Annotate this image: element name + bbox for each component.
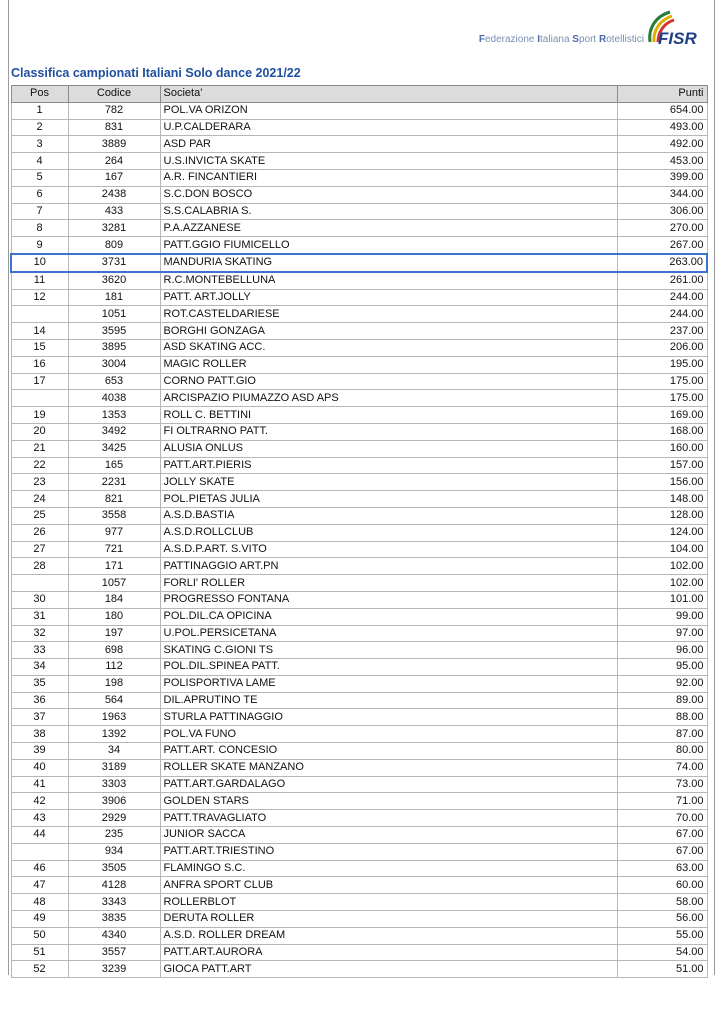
cell-pos: 41 [11,776,68,793]
cell-punti: 261.00 [617,272,707,289]
cell-pos: 46 [11,860,68,877]
cell-pos: 39 [11,743,68,760]
cell-pos: 52 [11,961,68,978]
table-row [11,944,707,961]
federation-initial: I [537,34,541,45]
cell-pos: 4 [11,153,68,170]
cell-societa: GIOCA PATT.ART [160,961,617,978]
cell-punti: 54.00 [617,944,707,961]
cell-punti: 169.00 [617,407,707,424]
cell-codice: 181 [68,289,160,306]
cell-societa: POL.DIL.SPINEA PATT. [160,659,617,676]
cell-pos: 42 [11,793,68,810]
cell-codice: 1353 [68,407,160,424]
cell-codice: 197 [68,625,160,642]
federation-word-rest: ederazione [484,34,538,45]
cell-pos: 17 [11,373,68,390]
cell-codice: 433 [68,203,160,220]
cell-punti: 99.00 [617,608,707,625]
cell-codice: 1051 [68,306,160,323]
cell-societa: ROT.CASTELDARIESE [160,306,617,323]
table-row [11,136,707,153]
cell-societa: S.S.CALABRIA S. [160,203,617,220]
cell-pos: 21 [11,440,68,457]
cell-societa: A.R. FINCANTIERI [160,169,617,186]
cell-societa: A.S.D.BASTIA [160,507,617,524]
cell-punti: 195.00 [617,356,707,373]
cell-societa: PATT.TRAVAGLIATO [160,810,617,827]
cell-codice: 3558 [68,507,160,524]
cell-societa: A.S.D.P.ART. S.VITO [160,541,617,558]
table-row [11,810,707,827]
federation-word [479,34,537,45]
cell-pos [11,306,68,323]
cell-pos: 48 [11,894,68,911]
cell-pos: 12 [11,289,68,306]
cell-codice: 264 [68,153,160,170]
cell-punti: 60.00 [617,877,707,894]
cell-pos: 22 [11,457,68,474]
cell-codice: 171 [68,558,160,575]
table-row [11,860,707,877]
cell-punti: 244.00 [617,289,707,306]
cell-codice: 3492 [68,423,160,440]
table-row [11,323,707,340]
cell-pos: 37 [11,709,68,726]
cell-societa: PROGRESSO FONTANA [160,591,617,608]
cell-punti: 67.00 [617,843,707,860]
cell-codice: 821 [68,491,160,508]
table-row [11,272,707,289]
cell-societa: U.S.INVICTA SKATE [160,153,617,170]
cell-societa: ALUSIA ONLUS [160,440,617,457]
cell-punti: 168.00 [617,423,707,440]
cell-codice: 977 [68,524,160,541]
cell-societa: DIL.APRUTINO TE [160,692,617,709]
cell-punti: 101.00 [617,591,707,608]
cell-punti: 89.00 [617,692,707,709]
cell-codice: 3343 [68,894,160,911]
cell-societa: FLAMINGO S.C. [160,860,617,877]
cell-pos: 19 [11,407,68,424]
cell-pos: 49 [11,911,68,928]
cell-codice: 184 [68,591,160,608]
cell-punti: 492.00 [617,136,707,153]
cell-codice: 3835 [68,911,160,928]
table-row [11,457,707,474]
table-body [11,102,707,977]
cell-pos: 5 [11,169,68,186]
table-row [11,339,707,356]
table-row [11,961,707,978]
federation-initial: S [572,34,579,45]
table-row [11,491,707,508]
cell-codice: 165 [68,457,160,474]
cell-societa: P.A.AZZANESE [160,220,617,237]
cell-pos: 11 [11,272,68,289]
cell-punti: 80.00 [617,743,707,760]
cell-pos [11,575,68,592]
cell-punti: 87.00 [617,726,707,743]
federation-word [599,34,644,45]
cell-societa: MAGIC ROLLER [160,356,617,373]
cell-codice: 653 [68,373,160,390]
table-row [11,474,707,491]
cell-societa: PATTINAGGIO ART.PN [160,558,617,575]
cell-pos: 38 [11,726,68,743]
cell-codice: 831 [68,119,160,136]
cell-societa: R.C.MONTEBELLUNA [160,272,617,289]
cell-punti: 67.00 [617,827,707,844]
cell-punti: 97.00 [617,625,707,642]
table-row [11,575,707,592]
table-row [11,237,707,254]
table-row [11,541,707,558]
table-row [11,675,707,692]
cell-pos: 30 [11,591,68,608]
cell-societa: FI OLTRARNO PATT. [160,423,617,440]
cell-punti: 51.00 [617,961,707,978]
table-row [11,220,707,237]
cell-societa: POL.VA FUNO [160,726,617,743]
cell-pos: 32 [11,625,68,642]
table-row [11,254,707,272]
cell-punti: 92.00 [617,675,707,692]
cell-codice: 3557 [68,944,160,961]
cell-codice: 198 [68,675,160,692]
table-row [11,153,707,170]
federation-name [479,34,644,45]
table-row [11,407,707,424]
table-row [11,759,707,776]
table-row [11,894,707,911]
cell-pos: 51 [11,944,68,961]
cell-societa: U.POL.PERSICETANA [160,625,617,642]
cell-societa: ASD SKATING ACC. [160,339,617,356]
table-header-row [11,86,707,103]
cell-societa: PATT.ART. CONCESIO [160,743,617,760]
cell-codice: 934 [68,843,160,860]
cell-societa: JUNIOR SACCA [160,827,617,844]
cell-punti: 58.00 [617,894,707,911]
table-row [11,927,707,944]
cell-codice: 782 [68,102,160,119]
cell-pos: 28 [11,558,68,575]
table-row [11,642,707,659]
cell-punti: 88.00 [617,709,707,726]
cell-codice: 34 [68,743,160,760]
table-row [11,843,707,860]
cell-codice: 3595 [68,323,160,340]
table-row [11,776,707,793]
cell-punti: 493.00 [617,119,707,136]
table-row [11,659,707,676]
cell-codice: 3505 [68,860,160,877]
cell-punti: 156.00 [617,474,707,491]
cell-codice: 564 [68,692,160,709]
table-row [11,877,707,894]
cell-codice: 3731 [68,254,160,272]
table-row [11,169,707,186]
table-row [11,306,707,323]
cell-pos: 44 [11,827,68,844]
cell-societa: JOLLY SKATE [160,474,617,491]
cell-codice: 3303 [68,776,160,793]
table-row [11,289,707,306]
table-row [11,558,707,575]
cell-societa: PATT.ART.AURORA [160,944,617,961]
cell-codice: 4038 [68,390,160,407]
cell-punti: 70.00 [617,810,707,827]
cell-pos: 23 [11,474,68,491]
cell-societa: A.S.D.ROLLCLUB [160,524,617,541]
cell-punti: 160.00 [617,440,707,457]
table-row [11,119,707,136]
cell-pos: 2 [11,119,68,136]
cell-codice: 1963 [68,709,160,726]
cell-societa: ROLLER SKATE MANZANO [160,759,617,776]
cell-pos: 1 [11,102,68,119]
cell-punti: 95.00 [617,659,707,676]
federation-word-rest: taliana [540,34,573,45]
table-row [11,608,707,625]
cell-societa: DERUTA ROLLER [160,911,617,928]
cell-pos: 14 [11,323,68,340]
cell-codice: 698 [68,642,160,659]
cell-societa: FORLI' ROLLER [160,575,617,592]
cell-pos: 43 [11,810,68,827]
federation-initial: F [478,34,485,45]
table-row [11,102,707,119]
cell-societa: POL.DIL.CA OPICINA [160,608,617,625]
cell-punti: 263.00 [617,254,707,272]
cell-societa: MANDURIA SKATING [160,254,617,272]
cell-codice: 2929 [68,810,160,827]
cell-punti: 128.00 [617,507,707,524]
table-row [11,591,707,608]
federation-word-rest: port [578,34,599,45]
cell-codice: 3189 [68,759,160,776]
cell-codice: 1392 [68,726,160,743]
cell-pos: 40 [11,759,68,776]
cell-societa: PATT. ART.JOLLY [160,289,617,306]
table-row [11,373,707,390]
cell-societa: A.S.D. ROLLER DREAM [160,927,617,944]
table-row [11,827,707,844]
cell-punti: 71.00 [617,793,707,810]
cell-societa: U.P.CALDERARA [160,119,617,136]
cell-codice: 167 [68,169,160,186]
cell-punti: 74.00 [617,759,707,776]
cell-codice: 2231 [68,474,160,491]
cell-punti: 157.00 [617,457,707,474]
cell-punti: 175.00 [617,390,707,407]
cell-societa: CORNO PATT.GIO [160,373,617,390]
cell-societa: PATT.ART.TRIESTINO [160,843,617,860]
cell-pos: 31 [11,608,68,625]
cell-punti: 102.00 [617,558,707,575]
cell-punti: 453.00 [617,153,707,170]
cell-punti: 104.00 [617,541,707,558]
cell-codice: 2438 [68,186,160,203]
federation-word [537,34,572,45]
cell-codice: 809 [68,237,160,254]
cell-pos [11,843,68,860]
cell-pos: 15 [11,339,68,356]
column-header-punti: Punti [617,86,707,103]
table-row [11,692,707,709]
cell-societa: STURLA PATTINAGGIO [160,709,617,726]
cell-codice: 3239 [68,961,160,978]
cell-pos: 26 [11,524,68,541]
table-row [11,625,707,642]
table-row [11,356,707,373]
cell-pos: 24 [11,491,68,508]
cell-pos [11,390,68,407]
cell-codice: 3425 [68,440,160,457]
cell-pos: 3 [11,136,68,153]
cell-pos: 27 [11,541,68,558]
page-title: Classifica campionati Italiani Solo dance 2021/22 [11,66,301,80]
cell-societa: PATT.ART.PIERIS [160,457,617,474]
cell-societa: POLISPORTIVA LAME [160,675,617,692]
cell-punti: 124.00 [617,524,707,541]
cell-codice: 3281 [68,220,160,237]
cell-punti: 237.00 [617,323,707,340]
cell-punti: 63.00 [617,860,707,877]
cell-societa: PATT.ART.GARDALAGO [160,776,617,793]
cell-punti: 270.00 [617,220,707,237]
cell-societa: SKATING C.GIONI TS [160,642,617,659]
table-row [11,793,707,810]
column-header-codice: Codice [68,86,160,103]
cell-pos: 7 [11,203,68,220]
page-header [9,0,714,64]
table-row [11,743,707,760]
cell-punti: 399.00 [617,169,707,186]
cell-codice: 180 [68,608,160,625]
cell-codice: 235 [68,827,160,844]
cell-pos: 34 [11,659,68,676]
cell-pos: 33 [11,642,68,659]
cell-punti: 175.00 [617,373,707,390]
cell-societa: ARCISPAZIO PIUMAZZO ASD APS [160,390,617,407]
cell-punti: 654.00 [617,102,707,119]
cell-punti: 148.00 [617,491,707,508]
fisr-logo-icon [644,8,708,50]
federation-initial: R [598,34,607,45]
federation-word [572,34,599,45]
cell-punti: 306.00 [617,203,707,220]
cell-punti: 102.00 [617,575,707,592]
cell-punti: 55.00 [617,927,707,944]
cell-pos: 16 [11,356,68,373]
cell-societa: S.C.DON BOSCO [160,186,617,203]
cell-codice: 3895 [68,339,160,356]
cell-societa: ANFRA SPORT CLUB [160,877,617,894]
table-row [11,440,707,457]
cell-codice: 4128 [68,877,160,894]
cell-punti: 344.00 [617,186,707,203]
column-header-societa: Societa' [160,86,617,103]
cell-pos: 8 [11,220,68,237]
cell-punti: 56.00 [617,911,707,928]
cell-pos: 25 [11,507,68,524]
table-row [11,203,707,220]
cell-societa: POL.PIETAS JULIA [160,491,617,508]
table-row [11,524,707,541]
cell-codice: 3620 [68,272,160,289]
cell-societa: ROLL C. BETTINI [160,407,617,424]
cell-pos: 47 [11,877,68,894]
cell-societa: PATT.GGIO FIUMICELLO [160,237,617,254]
table-row [11,911,707,928]
table-row [11,390,707,407]
cell-societa: ASD PAR [160,136,617,153]
cell-societa: BORGHI GONZAGA [160,323,617,340]
cell-punti: 267.00 [617,237,707,254]
table-row [11,507,707,524]
ranking-table [10,85,708,978]
document-page [8,0,715,975]
cell-societa: GOLDEN STARS [160,793,617,810]
table-row [11,423,707,440]
table-row [11,709,707,726]
cell-codice: 112 [68,659,160,676]
cell-pos: 10 [11,254,68,272]
cell-codice: 3906 [68,793,160,810]
cell-punti: 73.00 [617,776,707,793]
cell-codice: 1057 [68,575,160,592]
table-row [11,726,707,743]
cell-codice: 4340 [68,927,160,944]
cell-codice: 3004 [68,356,160,373]
cell-punti: 96.00 [617,642,707,659]
cell-punti: 206.00 [617,339,707,356]
cell-pos: 36 [11,692,68,709]
logo-text: FISR [658,29,697,48]
federation-word-rest: otellistici [606,34,644,45]
cell-codice: 3889 [68,136,160,153]
cell-pos: 35 [11,675,68,692]
cell-pos: 6 [11,186,68,203]
cell-punti: 244.00 [617,306,707,323]
column-header-pos: Pos [11,86,68,103]
cell-pos: 50 [11,927,68,944]
cell-codice: 721 [68,541,160,558]
cell-societa: POL.VA ORIZON [160,102,617,119]
cell-societa: ROLLERBLOT [160,894,617,911]
cell-pos: 9 [11,237,68,254]
cell-pos: 20 [11,423,68,440]
table-row [11,186,707,203]
